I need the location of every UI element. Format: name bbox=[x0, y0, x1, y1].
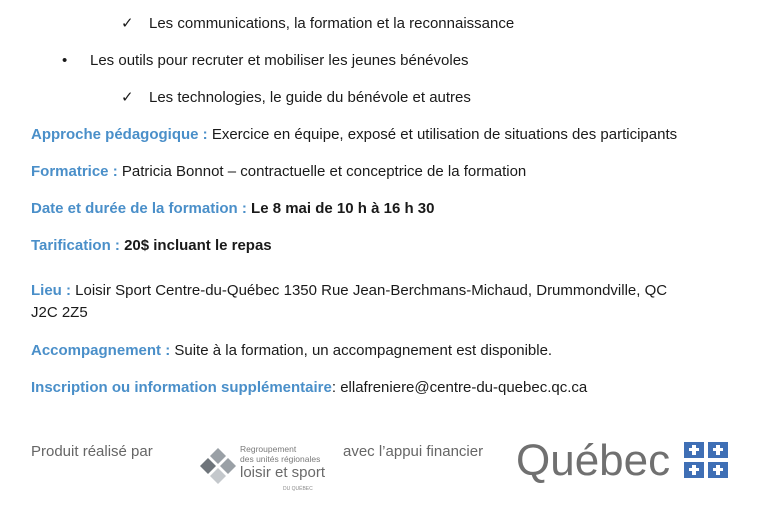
date-label: Date et durée de la formation : bbox=[31, 200, 247, 217]
date-value: Le 8 mai de 10 h à 16 h 30 bbox=[246, 200, 435, 217]
tarif-value: 20$ incluant le repas bbox=[119, 237, 272, 254]
produit-text: Produit réalisé par bbox=[31, 443, 153, 460]
fleur-de-lis-flag-icon bbox=[684, 442, 728, 478]
detail-tarification bbox=[31, 236, 272, 256]
list-item-technologies: Les technologies, le guide du bénévole et autres bbox=[149, 89, 471, 106]
accomp-label: Accompagnement : bbox=[31, 342, 171, 359]
detail-lieu-postal: J2C 2Z5 bbox=[31, 304, 88, 321]
detail-approche bbox=[31, 125, 677, 145]
list-item-communications: Les communications, la formation et la reconnaissance bbox=[149, 15, 515, 32]
detail-lieu bbox=[31, 281, 667, 301]
accomp-value: Suite à la formation, un accompagnement est disponible. bbox=[170, 342, 553, 359]
rls-logo bbox=[198, 442, 338, 498]
diamond-cluster-logo-icon bbox=[198, 446, 238, 486]
rls-line4: DU QUÉBEC bbox=[283, 486, 313, 492]
formatrice-label: Formatrice : bbox=[31, 163, 118, 180]
formatrice-value: Patricia Bonnot – contractuelle et conceptrice de la formation bbox=[117, 163, 527, 180]
bullet-icon: • bbox=[62, 52, 68, 69]
lieu-label: Lieu : bbox=[31, 282, 71, 299]
checkmark-icon: ✓ bbox=[121, 89, 134, 106]
approche-value: Exercice en équipe, exposé et utilisation de situations des participants bbox=[207, 126, 678, 143]
list-item-outils: Les outils pour recruter et mobiliser les jeunes bénévoles bbox=[90, 52, 469, 69]
rls-line1: Regroupement bbox=[240, 444, 297, 454]
rls-line2: des unités régionales bbox=[240, 454, 321, 464]
inscription-label: Inscription ou information supplémentaire bbox=[31, 379, 332, 396]
inscription-email[interactable]: : ellafreniere@centre-du-quebec.qc.ca bbox=[331, 379, 588, 396]
tarif-label: Tarification : bbox=[31, 237, 120, 254]
rls-line3: loisir et sport bbox=[240, 464, 326, 481]
detail-accompagnement bbox=[31, 341, 552, 361]
detail-date bbox=[31, 199, 434, 219]
lieu-value: Loisir Sport Centre-du-Québec 1350 Rue Jean-Berchmans-Michaud, Drummondville, QC bbox=[71, 282, 668, 299]
approche-label: Approche pédagogique : bbox=[31, 126, 208, 143]
detail-inscription bbox=[31, 378, 587, 398]
detail-formatrice bbox=[31, 162, 526, 182]
checkmark-icon: ✓ bbox=[121, 15, 134, 32]
appui-text: avec l’appui financier bbox=[343, 443, 484, 460]
quebec-logo-text: Québec bbox=[516, 436, 671, 485]
